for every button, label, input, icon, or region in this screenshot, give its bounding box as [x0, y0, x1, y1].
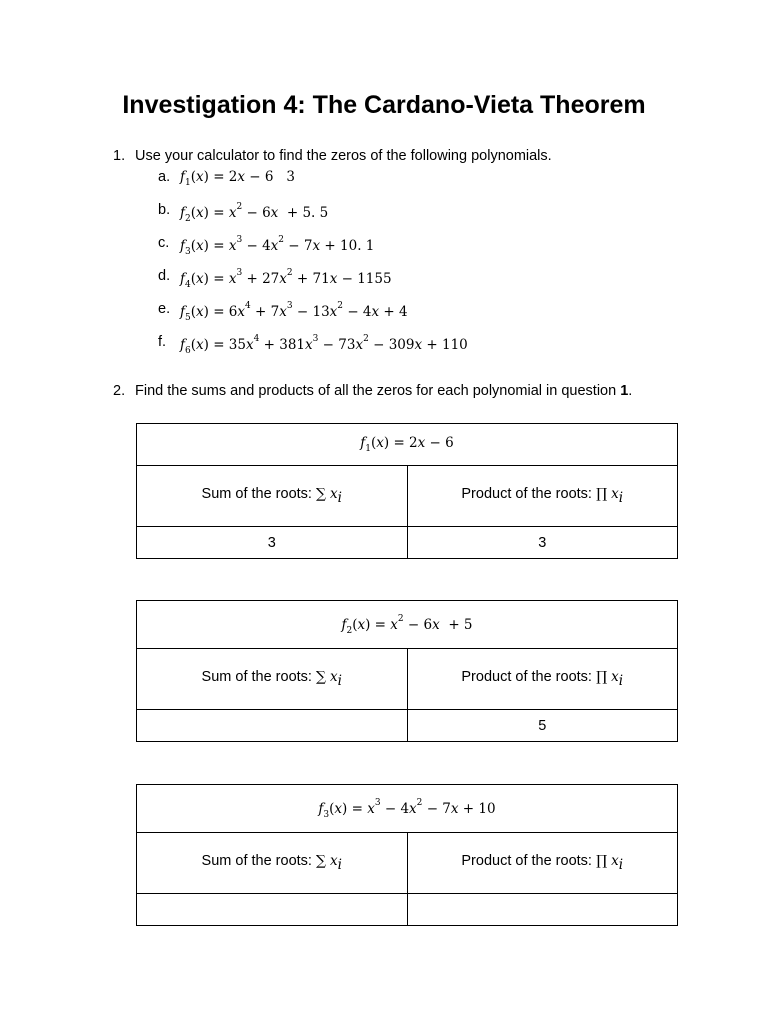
- product-value-cell[interactable]: 5: [407, 710, 678, 742]
- item-letter: f.: [158, 334, 167, 350]
- sum-value-cell[interactable]: 3: [137, 527, 408, 559]
- item-letter: c.: [158, 235, 170, 251]
- item-letter: b.: [158, 202, 171, 218]
- sum-symbol: ∑: [315, 486, 326, 502]
- sum-value-cell[interactable]: [137, 710, 408, 742]
- question-number: 1.: [113, 148, 126, 164]
- question-number: 2.: [113, 383, 126, 399]
- sum-symbol: ∑: [315, 669, 326, 685]
- question-1: [113, 148, 552, 164]
- product-value-cell[interactable]: 3: [407, 527, 678, 559]
- polynomial-expression: $f_2(x) = x^2 - 6x + 5$. 5: [180, 202, 329, 224]
- sum-label-cell: Sum of the roots: ∑ $x_i$: [137, 466, 408, 527]
- product-symbol: ∏: [595, 669, 608, 685]
- sum-symbol: ∑: [315, 853, 326, 869]
- table-header: $f_1(x) = 2x - 6$: [137, 424, 678, 466]
- polynomial-expression: $f_5(x) = 6x^4 + 7x^3 - 13x^2 - 4x + 4$: [180, 301, 408, 323]
- polynomial-expression: $f_6(x) = 35x^4 + 381x^3 - 73x^2 - 309x + 110$: [180, 334, 468, 356]
- page-title: Investigation 4: The Cardano-Vieta Theorem: [122, 91, 646, 119]
- product-label-cell: Product of the roots: ∏ $x_i$: [407, 649, 678, 710]
- question-2: 2. Find the sums and products of all the zeros for each polynomial in question 1.: [113, 383, 633, 399]
- product-symbol: ∏: [595, 853, 608, 869]
- product-label-cell: Product of the roots: ∏ $x_i$: [407, 833, 678, 894]
- polynomial-expression: $f_4(x) = x^3 + 27x^2 + 71x - 1155$: [180, 268, 392, 290]
- sum-value-cell[interactable]: [137, 894, 408, 926]
- product-label-cell: Product of the roots: ∏ $x_i$: [407, 466, 678, 527]
- table-header: $f_2(x) = x^2 - 6x + 5$: [137, 601, 678, 649]
- product-symbol: ∏: [595, 486, 608, 502]
- zero-answer: 5: [319, 205, 329, 221]
- sum-label-cell: Sum of the roots: ∑ $x_i$: [137, 833, 408, 894]
- zero-answer: 3: [286, 169, 295, 185]
- polynomial-expression: $f_1(x) = 2x - 6$ 3: [180, 169, 295, 188]
- zero-answer: 1: [365, 238, 375, 254]
- roots-table-f2: [136, 600, 678, 742]
- table-header: $f_3(x) = x^3 - 4x^2 - 7x + 10$: [137, 785, 678, 833]
- item-letter: a.: [158, 169, 171, 185]
- item-letter: e.: [158, 301, 171, 317]
- item-letter: d.: [158, 268, 171, 284]
- product-value-cell[interactable]: [407, 894, 678, 926]
- question-reference: 1: [620, 383, 629, 399]
- question-text: Use your calculator to find the zeros of the following polynomials.: [135, 148, 552, 164]
- polynomial-expression: $f_3(x) = x^3 - 4x^2 - 7x + 10$. 1: [180, 235, 375, 257]
- question-text: Find the sums and products of all the zeros for each polynomial in question: [135, 383, 621, 399]
- roots-table-f3: [136, 784, 678, 926]
- roots-table-f1: [136, 423, 678, 559]
- sum-label-cell: Sum of the roots: ∑ $x_i$: [137, 649, 408, 710]
